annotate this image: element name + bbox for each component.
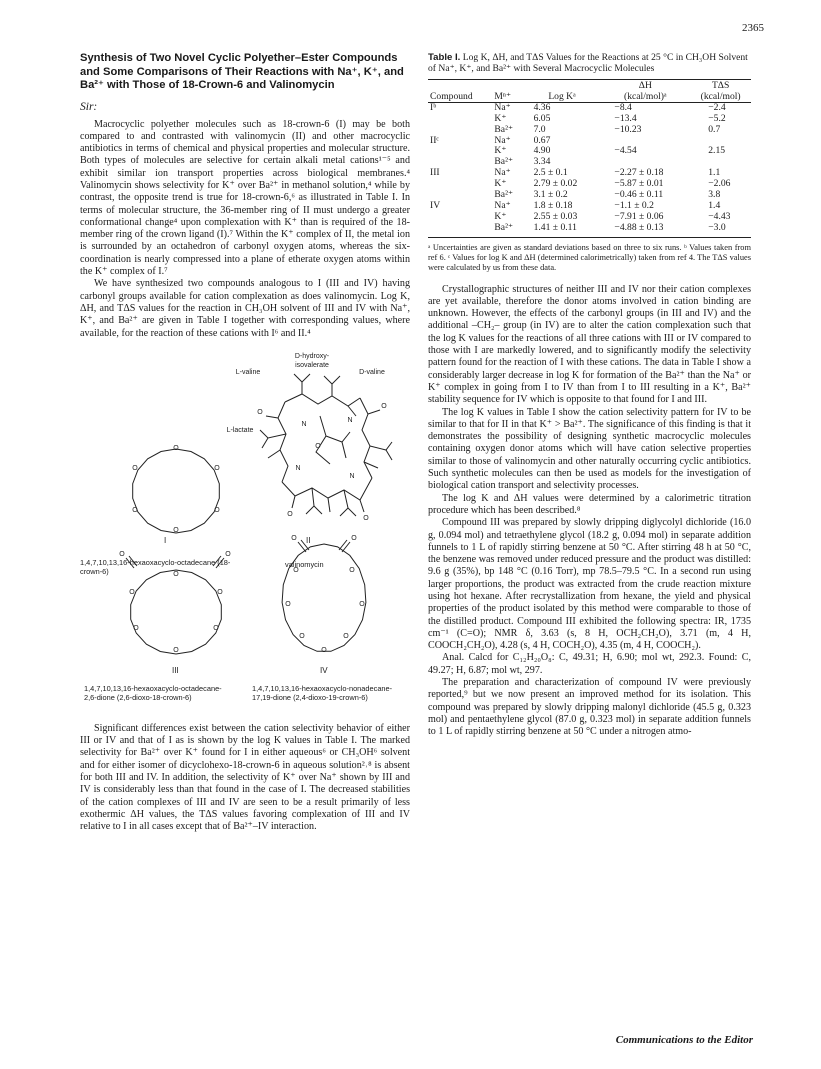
svg-text:O: O <box>285 600 291 608</box>
svg-text:O: O <box>321 646 327 654</box>
table-row <box>428 136 751 147</box>
cell-tds: −3.0 <box>690 223 751 237</box>
svg-text:O: O <box>225 550 231 558</box>
col-tds-top: TΔS <box>690 79 751 91</box>
table-row <box>428 157 751 168</box>
svg-text:O: O <box>132 506 138 514</box>
cell-logk: 3.1 ± 0.2 <box>533 189 568 201</box>
cell-dh: −5.87 ± 0.01 <box>614 178 664 190</box>
svg-text:O: O <box>351 534 357 542</box>
table-row <box>428 190 751 201</box>
cell-tds: −2.4 <box>708 101 726 113</box>
body-paragraph: Significant differences exist between the cation selectivity behavior of either III or IV and that of I as is shown by the log K values in Table I. The marked selectivity for Ba²⁺ over K⁺ found for I in either aqueous⁶ or CH₃OH⁶ solvent and for either isomer of dicyclohexo-18-crown-6 in aqueous solution²˒⁸ is absent for both III and IV. In addition, the selectivity of K⁺ over Na⁺ shown by III and IV is considerably less than that found in the case of I. The decreased stabilities of the cation complexes of III and IV are seen to be a result primarily of less exothermic ΔH values, the TΔS values favoring complexation of III and IV relative to I in all cases except that of Ba²⁺–IV interaction. <box>80 722 410 833</box>
table-body <box>428 102 751 237</box>
cell-tds: −4.43 <box>708 210 731 222</box>
svg-text:O: O <box>381 402 387 410</box>
table-row <box>428 201 751 212</box>
structures-figure <box>80 346 410 753</box>
svg-text:O: O <box>291 534 297 542</box>
body-paragraph: Macrocyclic polyether molecules such as 18-crown-6 (I) may be both compared to and contrasted with valinomycin (II) and other macrocyclic antibiotics in terms of chemical and physical properties and molecular structure. Both types of molecules are selective for certain alkali metal cations¹⁻⁵ and exhibit similar ion transport properties across biological membranes.⁴ Valinomycin shows selectivity for K⁺ over Ba²⁺ in methanol solution,⁴ while by contrast, the opposite trend is true for 18-crown-6,⁶ as illustrated in Table I. In terms of molecular structure, the 36-member ring of II must undergo a greater conformational change⁴ upon complexation with K⁺ than is required of the 18-member ring of the crown ligand (I).⁷ Within the K⁺ complex of II, the metal ion is surrounded by an octahedron of carbonyl oxygen atoms, whereas the six-coordination is nearly compressed into a plane of etherate oxygen atoms within the K⁺ complex of I.⁷ <box>80 118 410 278</box>
cell-compound: IIᶜ <box>430 134 439 146</box>
svg-text:N: N <box>349 472 355 480</box>
col-dh-unit: (kcal/mol)ᵃ <box>600 91 690 103</box>
table-row <box>428 212 751 223</box>
cell-logk: 0.67 <box>533 134 551 146</box>
cell-dh: −2.27 ± 0.18 <box>614 167 664 179</box>
structure-II-valinomycin <box>260 374 392 516</box>
cell-tds <box>690 157 751 168</box>
cell-ion: Ba²⁺ <box>494 156 514 168</box>
svg-text:O: O <box>214 464 220 472</box>
cell-compound: Iᵇ <box>430 101 437 113</box>
cell-tds: 2.15 <box>708 145 726 157</box>
cell-dh: −10.23 <box>614 123 642 135</box>
cell-compound: IV <box>430 199 441 211</box>
svg-text:O: O <box>299 632 305 640</box>
cell-dh: −0.46 ± 0.11 <box>614 189 664 201</box>
svg-text:O: O <box>214 506 220 514</box>
svg-text:N: N <box>301 420 307 428</box>
svg-text:L-lactate: L-lactate <box>226 426 254 434</box>
cell-ion: Na⁺ <box>494 101 511 113</box>
svg-text:O: O <box>173 526 179 534</box>
cell-ion: Na⁺ <box>494 134 511 146</box>
table-row <box>428 146 751 157</box>
cell-ion: Ba²⁺ <box>494 123 514 135</box>
col-logk: Log Kᵃ <box>524 91 601 103</box>
cell-compound <box>428 114 492 125</box>
cell-logk: 4.36 <box>533 101 551 113</box>
svg-text:O: O <box>119 550 125 558</box>
svg-text:O: O <box>359 600 365 608</box>
svg-text:O: O <box>173 570 179 578</box>
col-tds-unit: (kcal/mol) <box>690 91 751 103</box>
svg-text:O: O <box>173 444 179 452</box>
cell-logk: 1.41 ± 0.11 <box>524 223 601 237</box>
structure-I-numeral: I <box>164 535 167 545</box>
table-caption-label: Table I. <box>428 52 461 63</box>
table-caption <box>428 52 751 75</box>
cell-compound <box>428 125 492 136</box>
structure-III-name: 1,4,7,10,13,16-hexaoxacyclo-octadecane-2,6-dione (2,6-dioxo-18-crown-6) <box>84 683 222 702</box>
salutation: Sir: <box>80 100 98 113</box>
svg-text:O: O <box>287 510 293 518</box>
cell-dh: −7.91 ± 0.06 <box>614 210 664 222</box>
svg-text:D-hydroxy-: D-hydroxy- <box>294 352 330 360</box>
cell-compound <box>428 179 492 190</box>
table-footnote: ᵃ Uncertainties are given as standard deviations based on three to six runs. ᵇ Values taken from ref 6. ᶜ Values for log K and ΔH (determined calorimetrically) taken from ref 4. The TΔS values were calculated by us from these data. <box>428 242 751 273</box>
cell-dh: −13.4 <box>614 112 637 124</box>
cell-logk: 6.05 <box>533 112 551 124</box>
svg-text:O: O <box>217 588 223 596</box>
cell-ion: K⁺ <box>494 210 507 222</box>
body-paragraph: Compound III was prepared by slowly dripping diglycolyl dichloride (16.0 g, 0.094 mol) and tetraethylene glycol (18.2 g, 0.094 mol) in separate addition funnels to 1 L of rapidly stirring benzene at 50 °C. After stirring 48 h at 50 °C, the benzene was removed under reduced pressure and the product was distilled: 9.6 g (35%), bp 148 °C (0.16 Torr), mp 78.5–79.5 °C. In a second run using larger proportions, the product was extracted from the crude reaction mixture using hot hexane. After recrystallization from hexane, the yield and physical properties of the product isolated by this method were comparable to those of the distilled product. Compound III exhibited the following spectra: IR, 1735 cm⁻¹ (C=O); NMR δ, 3.63 (s, 8 H, OCH₂CH₂O), 3.71 (m, 4 H, COOCH₂CH₂O), 4.28 (s, 4 H, COCH₂O), 4.35 (m, 4 H, COOCH₂). <box>428 517 751 652</box>
article-title: Synthesis of Two Novel Cyclic Polyether–Ester Compounds and Some Comparisons of Their Reactions with Na⁺, K⁺, and Ba²⁺ with Those of 18-Crown-6 and Valinomycin <box>80 52 404 91</box>
svg-text:O: O <box>129 588 135 596</box>
table-row <box>428 102 751 113</box>
cell-compound <box>428 212 492 223</box>
structure-I-ring <box>133 449 220 533</box>
cell-compound <box>428 146 492 157</box>
body-paragraph: The log K values in Table I show the cation selectivity pattern for IV to be similar to that for II in that K⁺ > Ba²⁺. The significance of this finding is that it demonstrates the possibility of designing synthetic macrocyclic molecules containing oxygen donor atoms which will have cation selective properties similar to those of valinomycin and other naturally occurring cyclic antibiotics. Such synthetic molecules can then be used as models for the investigation of biological cation transport and selectivity processes. <box>428 406 751 492</box>
cell-dh: −4.88 ± 0.13 <box>600 223 690 237</box>
svg-text:L-valine: L-valine <box>235 368 261 376</box>
svg-text:O: O <box>173 646 179 654</box>
table-row <box>428 125 751 136</box>
body-paragraph: The preparation and characterization of compound IV were previously reported,⁹ but we now present an improved method for its isolation. This compound was prepared by slowly dripping malonyl dichloride (45.5 g, 0.323 mol) and pentaethylene glycol (87.0 g, 0.323 mol) in separate addition funnels to 1 L of rapidly stirring benzene at 50 °C under a nitrogen atmo- <box>428 677 751 738</box>
cell-tds: −5.2 <box>708 112 726 124</box>
svg-text:N: N <box>295 464 301 472</box>
cell-dh: −8.4 <box>614 101 632 113</box>
structure-III-numeral: III <box>172 665 179 675</box>
table-row <box>428 168 751 179</box>
svg-text:O: O <box>349 566 355 574</box>
cell-ion: Na⁺ <box>494 167 511 179</box>
col-ion: Mⁿ⁺ <box>492 91 523 103</box>
svg-text:O: O <box>213 624 219 632</box>
svg-text:O: O <box>343 632 349 640</box>
cell-tds: 1.1 <box>708 167 721 179</box>
atom-labels <box>119 403 387 654</box>
body-paragraph: Crystallographic structures of neither III and IV nor their cation complexes are yet available, therefore the donor atoms involved in cation binding are unknown. However, the effects of the carbonyl groups (in III and IV) and the additional –CH₂– group (in IV) are to alter the cation complexation such that the log K values for the reactions of all three cations with III or IV compared to those with I are markedly lowered, and to significantly modify the selectivity pattern found for the reaction of I with these cations. The data in Table I show a considerably larger decrease in log K for formation of the Ba²⁺ than the Na⁺ or K⁺ complex in going from I to IV than from I to III resulting in a K⁺, Ba²⁺ stability sequence for IV which is opposite to that found for I and III. <box>428 283 751 406</box>
results-table <box>428 79 751 238</box>
table-row <box>428 114 751 125</box>
cell-tds: 1.4 <box>708 199 721 211</box>
cell-ion: Ba²⁺ <box>494 189 514 201</box>
cell-logk: 2.5 ± 0.1 <box>533 167 568 179</box>
body-paragraph: The log K and ΔH values were determined by a calorimetric titration procedure which has been described.⁸ <box>428 492 751 516</box>
structure-IV-numeral: IV <box>320 665 328 675</box>
svg-text:O: O <box>293 566 299 574</box>
structure-II-name: valinomycin <box>285 559 324 569</box>
table-caption-text: Log K, ΔH, and TΔS Values for the Reactions at 25 °C in CH₃OH Solvent of Na⁺, K⁺, and Ba²⁺ with Several Macrocyclic Molecules <box>428 52 748 75</box>
cell-logk: 3.34 <box>533 156 551 168</box>
cell-tds: −2.06 <box>708 178 731 190</box>
cell-ion: K⁺ <box>494 178 507 190</box>
structure-I-name: 1,4,7,10,13,16-hexaoxacyclo-octadecane (18-crown-6) <box>80 557 231 576</box>
cell-ion: K⁺ <box>494 145 507 157</box>
structure-IV-name: 1,4,7,10,13,16-hexaoxacyclo-nonadecane-17,19-dione (2,4-dioxo-19-crown-6) <box>252 683 393 702</box>
cell-tds: 0.7 <box>708 123 721 135</box>
table-row <box>428 179 751 190</box>
cell-compound <box>428 223 492 237</box>
svg-text:N: N <box>347 416 353 424</box>
left-column <box>80 52 410 834</box>
cell-logk: 2.55 ± 0.03 <box>533 210 578 222</box>
table-row <box>428 223 751 237</box>
svg-text:isovalerate: isovalerate <box>295 361 329 369</box>
page-number: 2365 <box>742 22 764 34</box>
svg-text:D-valine: D-valine <box>359 368 385 376</box>
cell-logk: 4.90 <box>533 145 551 157</box>
col-dh-top: ΔH <box>600 79 690 91</box>
journal-section-footer: Communications to the Editor <box>615 1034 753 1046</box>
cell-dh: −4.54 <box>614 145 637 157</box>
svg-text:O: O <box>363 514 369 522</box>
cell-ion: Na⁺ <box>494 199 511 211</box>
cell-ion: Ba²⁺ <box>492 223 523 237</box>
body-paragraph: We have synthesized two compounds analogous to I (III and IV) having carbonyl groups available for cation complexation as does valinomycin. Log K, ΔH, and TΔS values for the reaction in CH₃OH solvent of III and IV with Na⁺, K⁺, and Ba²⁺ are given in Table I together with corresponding values, where available, for the reaction of these cations with I⁶ and II.⁴ <box>80 278 410 339</box>
svg-text:O: O <box>257 408 263 416</box>
cell-logk: 2.79 ± 0.02 <box>533 178 578 190</box>
structure-IV-ring <box>282 540 366 651</box>
right-column <box>428 52 751 739</box>
svg-text:O: O <box>132 464 138 472</box>
cell-compound: III <box>430 167 440 179</box>
svg-text:O: O <box>315 442 321 450</box>
body-paragraph: Anal. Calcd for C₁₂H₂₀O₈: C, 49.31; H, 6.90; mol wt, 292.3. Found: C, 49.27; H, 6.87; mol wt, 297. <box>428 652 751 676</box>
cell-dh: −1.1 ± 0.2 <box>614 199 654 211</box>
svg-text:O: O <box>133 624 139 632</box>
cell-ion: K⁺ <box>494 112 507 124</box>
col-compound: Compound <box>428 91 492 103</box>
structure-II-numeral: II <box>306 535 311 545</box>
cell-tds: 3.8 <box>708 189 721 201</box>
cell-logk: 7.0 <box>533 123 546 135</box>
cell-logk: 1.8 ± 0.18 <box>533 199 573 211</box>
